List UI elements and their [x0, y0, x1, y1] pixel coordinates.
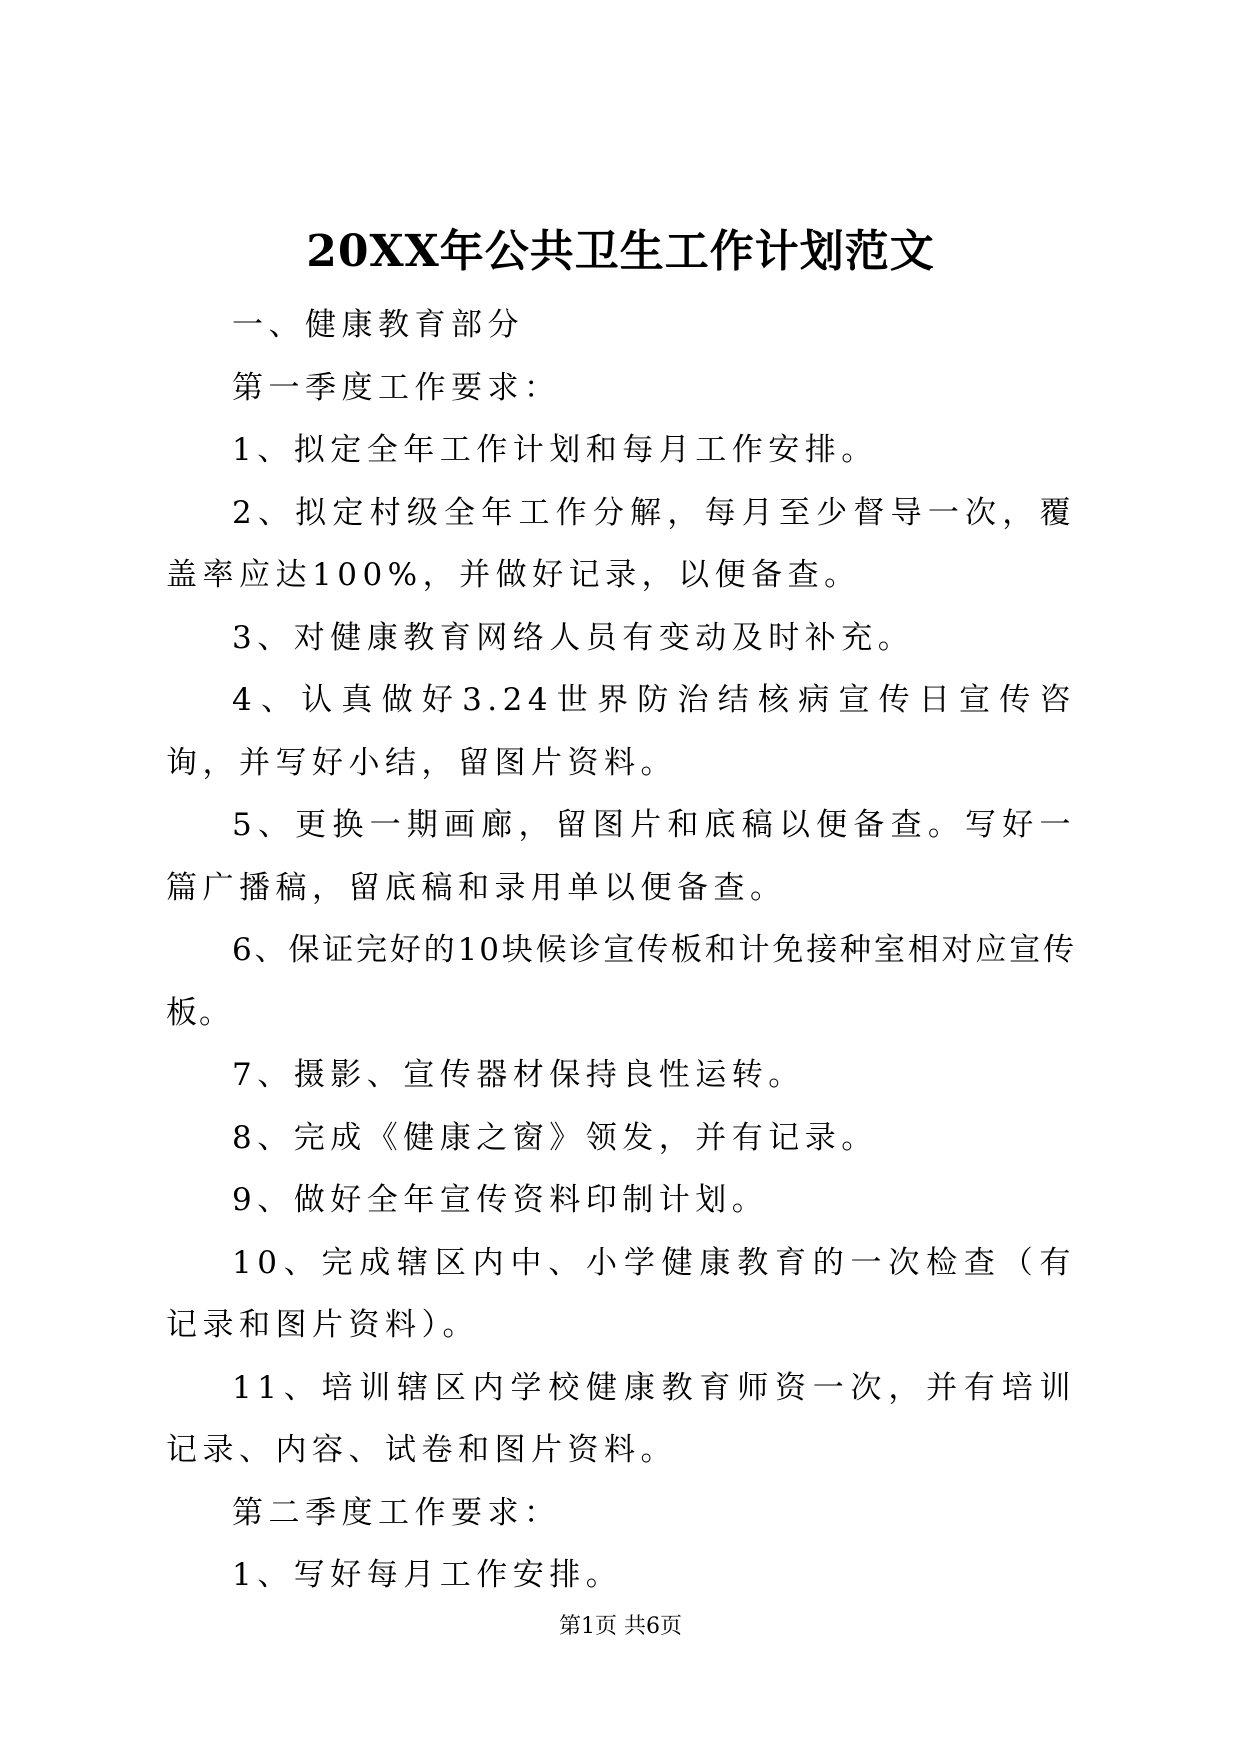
paragraph: 2、拟定村级全年工作分解，每月至少督导一次，覆盖率应达100%，并做好记录，以便备查。: [166, 494, 1076, 593]
paragraph: 4、认真做好3.24世界防治结核病宣传日宣传咨询，并写好小结，留图片资料。: [166, 682, 1076, 781]
paragraph: 7、摄影、宣传器材保持良性运转。: [232, 1057, 805, 1093]
paragraph: 一、健康教育部分: [232, 307, 524, 343]
paragraph: 5、更换一期画廊，留图片和底稿以便备查。写好一篇广播稿，留底稿和录用单以便备查。: [166, 807, 1076, 906]
document-title: 20XX年公共卫生工作计划范文: [306, 226, 935, 277]
paragraph: 3、对健康教育网络人员有变动及时补充。: [232, 619, 915, 656]
paragraph: 10、完成辖区内中、小学健康教育的一次检查（有记录和图片资料）。: [166, 1244, 1076, 1343]
paragraph: 第二季度工作要求：: [232, 1494, 561, 1531]
document-body: [166, 294, 1076, 1607]
paragraph: 6、保证完好的10块候诊宣传板和计免接种室相对应宣传板。: [166, 932, 1076, 1031]
page-footer: 第1页 共6页: [559, 1614, 682, 1639]
paragraph: 8、完成《健康之窗》领发，并有记录。: [232, 1119, 878, 1156]
paragraph: 9、做好全年宣传资料印制计划。: [232, 1182, 769, 1218]
paragraph: 第一季度工作要求：: [232, 369, 561, 406]
paragraph: 11、培训辖区内学校健康教育师资一次，并有培训记录、内容、试卷和图片资料。: [166, 1369, 1076, 1468]
paragraph: 1、写好每月工作安排。: [232, 1557, 623, 1593]
paragraph: 1、拟定全年工作计划和每月工作安排。: [232, 432, 878, 468]
